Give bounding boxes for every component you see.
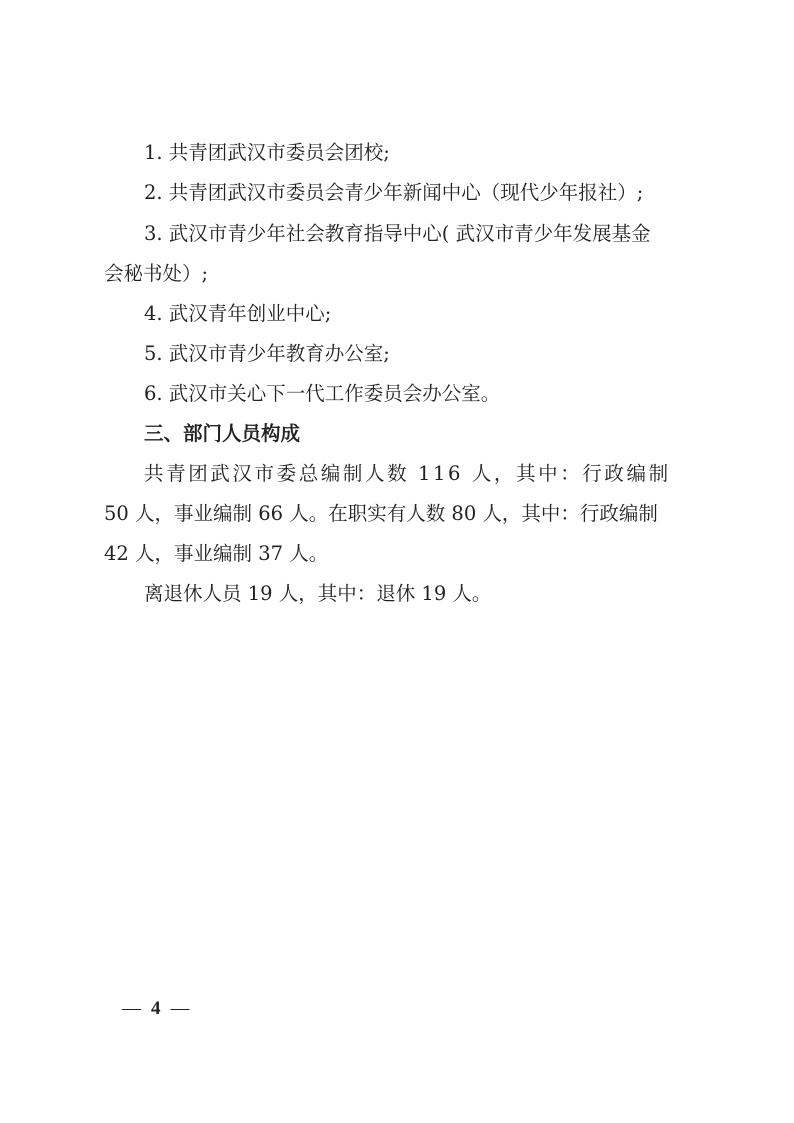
retiree-paragraph: 离退休人员 19 人，其中：退休 19 人。 xyxy=(144,582,492,605)
unit-item-4: 4. 武汉青年创业中心; xyxy=(144,302,332,325)
staffing-paragraph-line-2: 50 人，事业编制 66 人。在职实有人数 80 人，其中：行政编制 xyxy=(104,502,658,525)
unit-item-3-continued: 会秘书处）; xyxy=(104,262,209,285)
footer-dash-right: — xyxy=(170,998,190,1019)
unit-item-5: 5. 武汉市青少年教育办公室; xyxy=(144,342,390,365)
page-number: 4 xyxy=(151,998,161,1019)
staffing-paragraph-line-1: 共青团武汉市委总编制人数 116 人，其中：行政编制 xyxy=(144,462,671,485)
unit-item-2: 2. 共青团武汉市委员会青少年新闻中心（现代少年报社）; xyxy=(144,181,644,204)
staffing-paragraph-line-3: 42 人，事业编制 37 人。 xyxy=(104,542,329,565)
unit-item-6: 6. 武汉市关心下一代工作委员会办公室。 xyxy=(144,382,501,405)
footer-dash-left: — xyxy=(122,998,141,1019)
page-footer xyxy=(122,998,190,1020)
unit-item-1: 1. 共青团武汉市委员会团校; xyxy=(144,141,390,164)
section-heading: 三、部门人员构成 xyxy=(144,422,301,445)
unit-item-3: 3. 武汉市青少年社会教育指导中心( 武汉市青少年发展基金 xyxy=(144,222,651,245)
